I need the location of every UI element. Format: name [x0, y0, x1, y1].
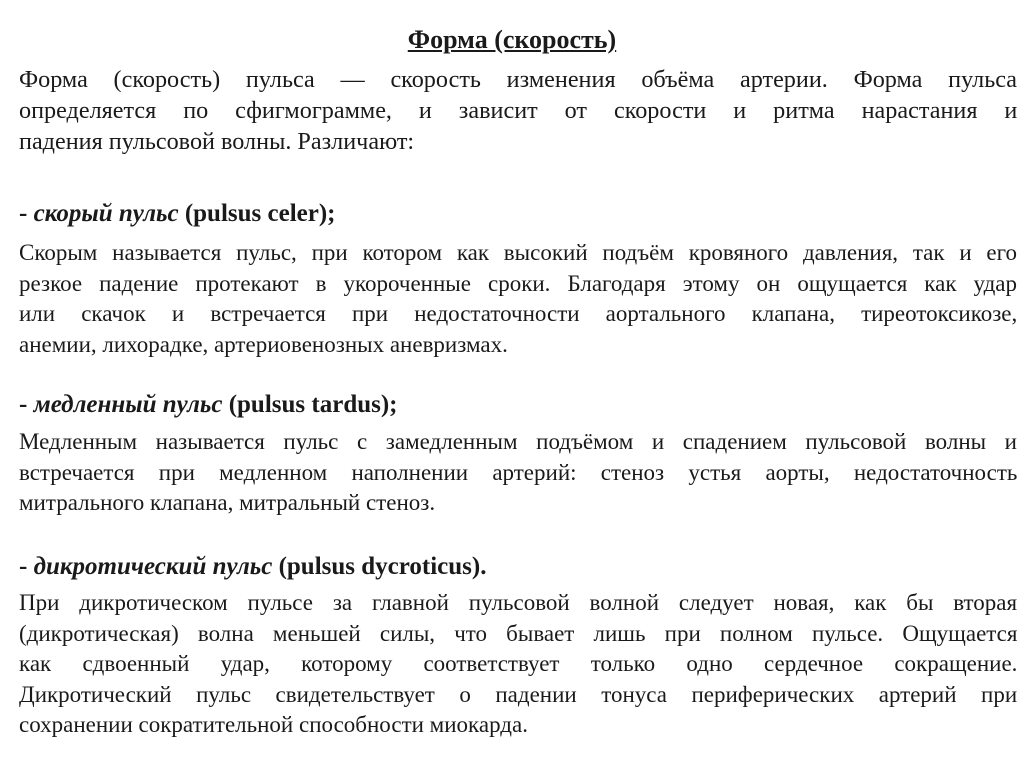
page-title: Форма (скорость): [407, 25, 617, 54]
intro-paragraph: [19, 64, 1017, 157]
intro-line: определяется по сфигмограмме, и зависит от скорости и ритма нарастания и: [19, 97, 1018, 124]
heading-term: дикротический пульс: [33, 553, 273, 580]
paragraph-line: Дикротический пульс свидетельствует о падении тонуса периферических артерий при: [19, 681, 1018, 707]
paragraph-line: Медленным называется пульс с замедленным подъёмом и спадением пульсовой волны и: [19, 429, 1017, 454]
section-paragraph-tardus: [19, 427, 1017, 519]
heading-term: медленный пульс: [33, 391, 223, 418]
heading-latin: (pulsus tardus);: [222, 391, 398, 418]
section-heading-dycroticus: [19, 551, 486, 583]
paragraph-line: (дикротическая) волна меньшей силы, что бывает лишь при полном пульсе. Ощущается: [19, 620, 1018, 646]
heading-term: скорый пульс: [33, 200, 179, 227]
paragraph-line: встречается при медленном наполнении артерий: стеноз устья аорты, недостаточность: [19, 459, 1018, 485]
heading-prefix: -: [19, 391, 34, 418]
paragraph-line: При дикротическом пульсе за главной пульсовой волной следует новая, как бы вторая: [19, 590, 1018, 615]
paragraph-line: как сдвоенный удар, которому соответствует только одно сердечное сокращение.: [19, 651, 1018, 676]
section-heading-celer: [19, 198, 336, 230]
heading-prefix: -: [19, 200, 34, 227]
heading-latin: (pulsus celer);: [178, 200, 336, 227]
section-paragraph-celer: [19, 238, 1017, 360]
paragraph-line: резкое падение протекают в укороченные сроки. Благодаря этому он ощущается как удар: [19, 270, 1017, 296]
paragraph-line: сохранении сократительной способности миокарда.: [19, 712, 528, 737]
intro-line: падения пульсовой волны. Различают:: [19, 128, 415, 155]
intro-line: Форма (скорость) пульса — скорость изменения объёма артерии. Форма пульса: [19, 66, 1017, 93]
heading-prefix: -: [19, 553, 34, 580]
section-paragraph-dycroticus: [19, 588, 1017, 741]
paragraph-line: митрального клапана, митральный стеноз.: [19, 490, 436, 515]
heading-latin: (pulsus dycroticus).: [272, 553, 487, 580]
paragraph-line: анемии, лихорадке, артериовенозных аневризмах.: [19, 331, 508, 357]
paragraph-line: или скачок и встречается при недостаточности аортального клапана, тиреотоксикозе,: [19, 301, 1018, 326]
section-heading-tardus: [19, 389, 398, 421]
paragraph-line: Скорым называется пульс, при котором как высокий подъём кровяного давления, так и его: [19, 240, 1017, 265]
